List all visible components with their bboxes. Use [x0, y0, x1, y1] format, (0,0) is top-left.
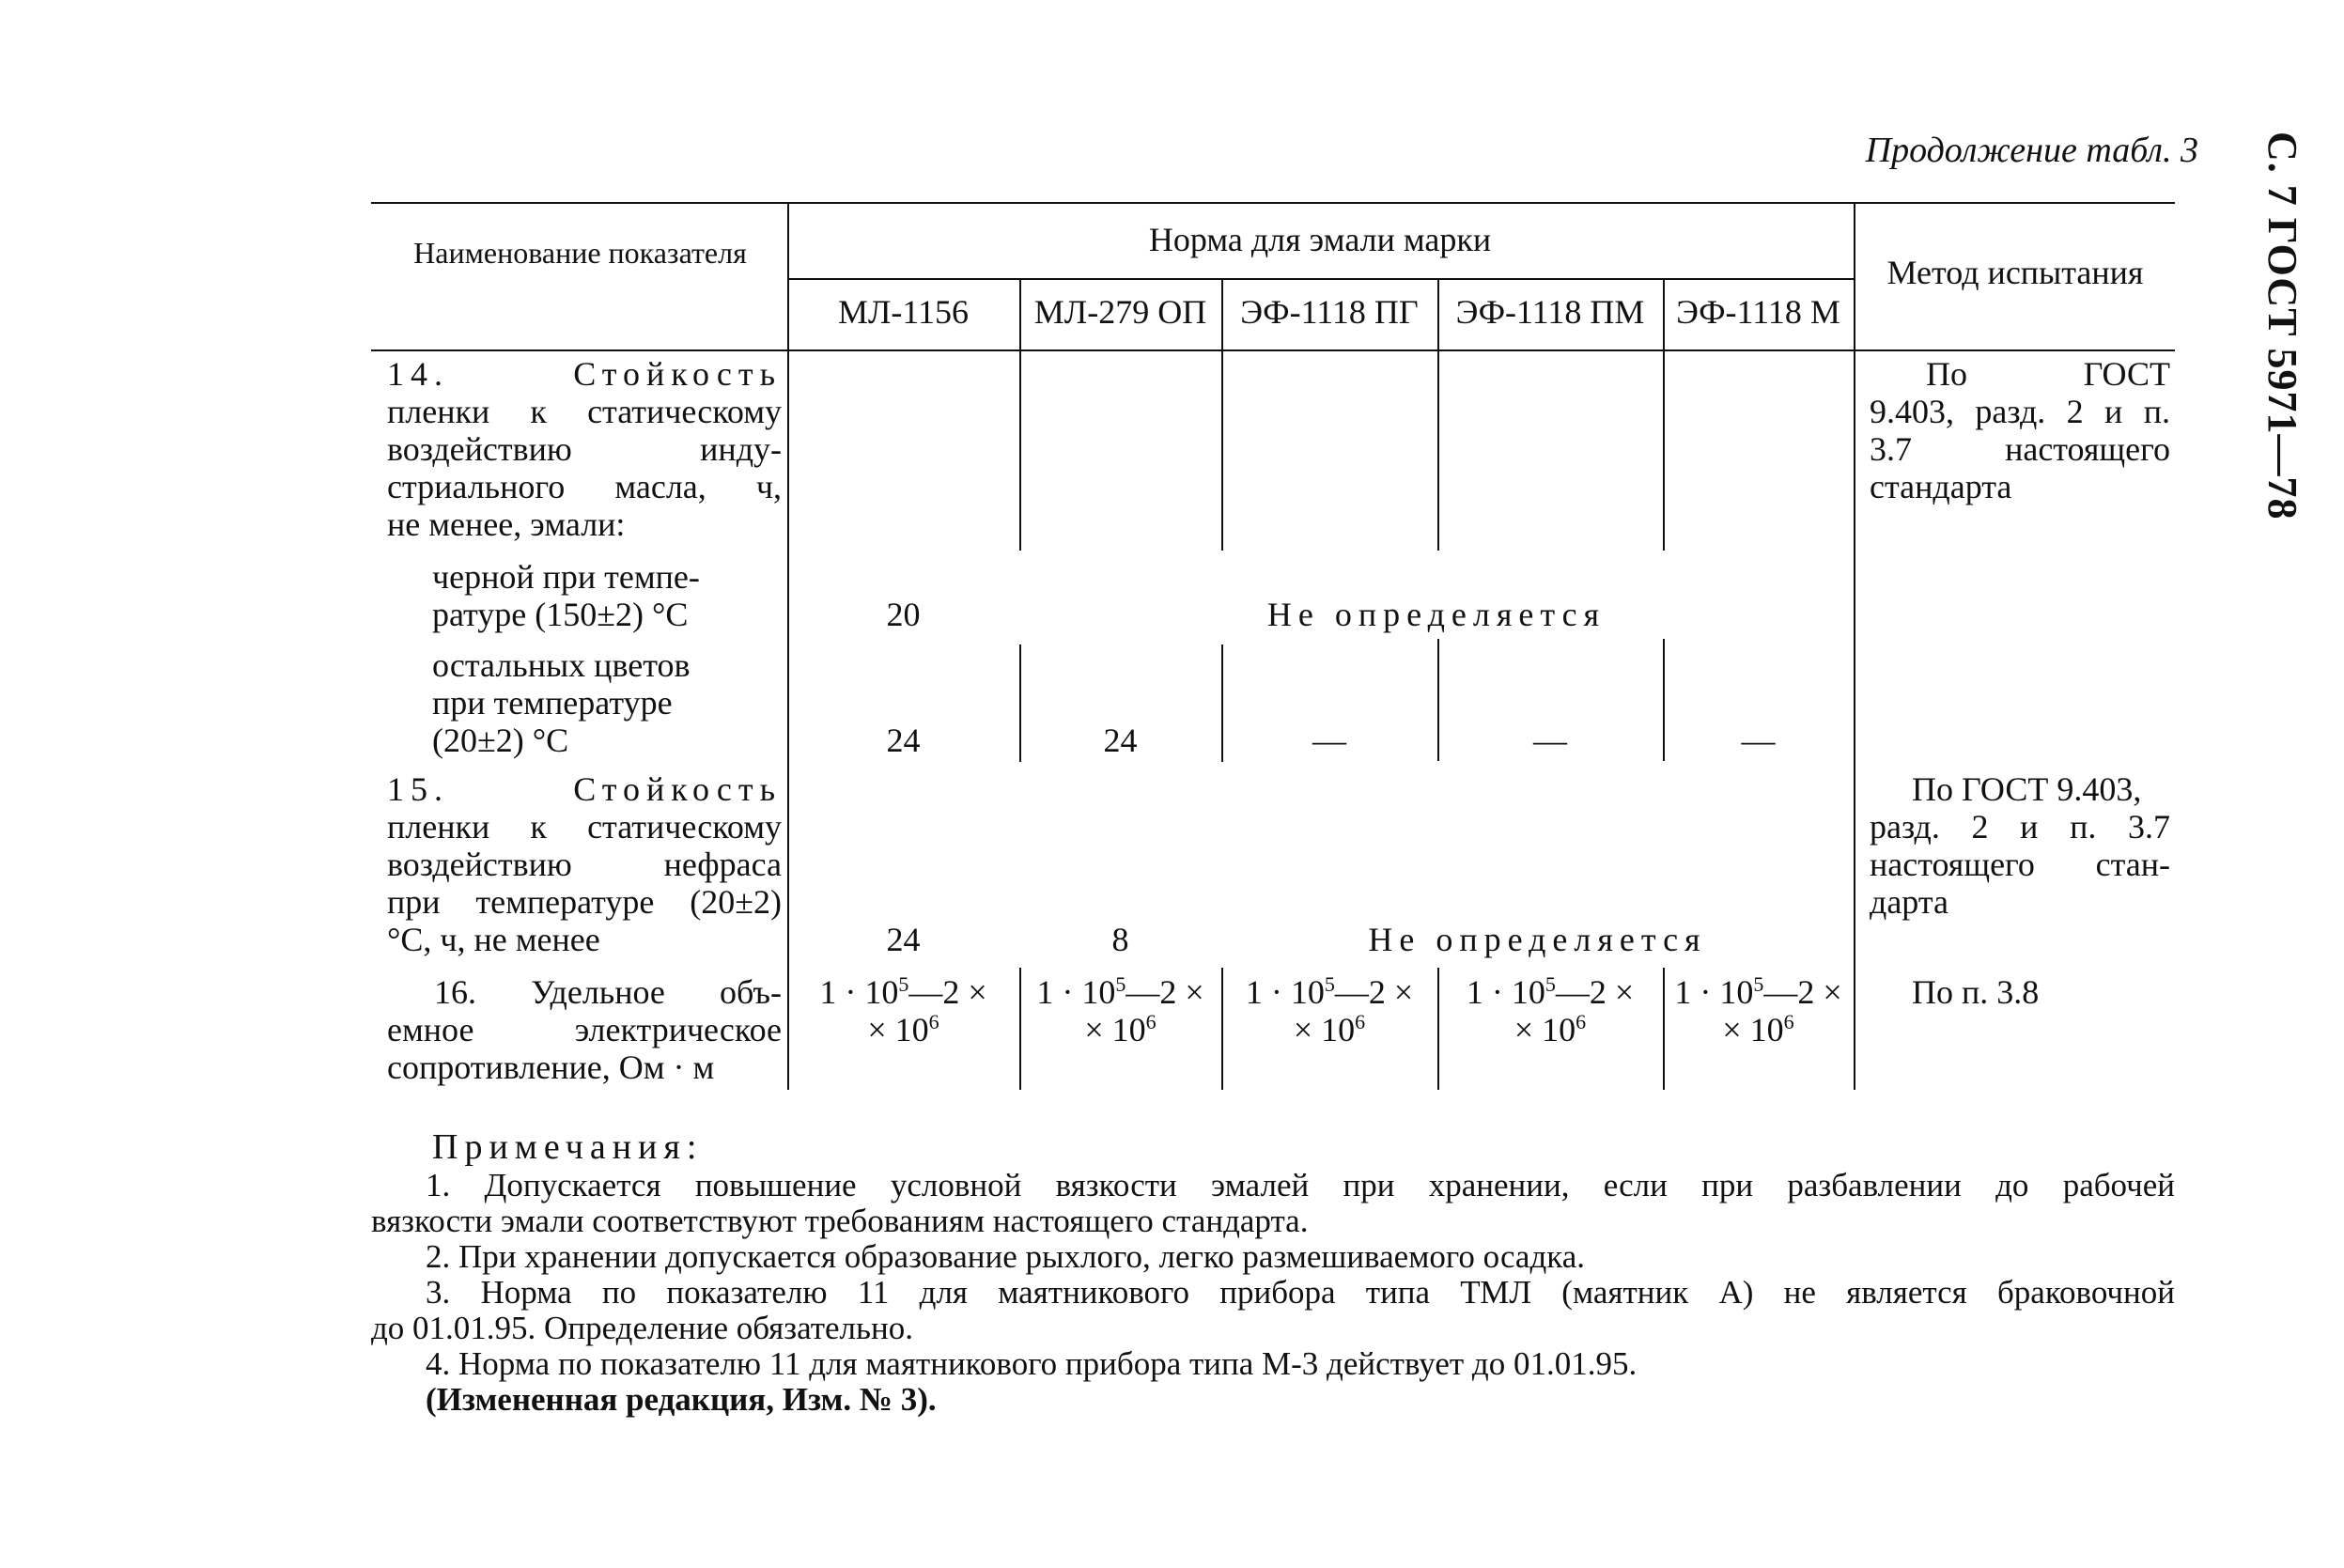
row16-name-line: емное электрическое: [387, 1011, 782, 1048]
value-prefix: 1 · 10: [819, 973, 899, 1011]
header-grade-ef1118pg: ЭФ-1118 ПГ: [1240, 293, 1419, 331]
notes-title: Примечания:: [432, 1127, 704, 1167]
row15-method-line: настоящего стан-: [1870, 846, 2170, 883]
note-3-line-1: 3. Норма по показателю 11 для маятникового прибора типа ТМЛ (маятник А) не является браковочной: [426, 1274, 2175, 1311]
row16-name-line: сопротивление, Ом · м: [387, 1048, 715, 1086]
row14-name-head: 14. Стойкость: [387, 355, 782, 393]
row14-sub1-not-determined: Не определяется: [1266, 596, 1607, 633]
value-exponent: 6: [1355, 1010, 1366, 1033]
note-3-line-2: до 01.01.95. Определение обязательно.: [371, 1310, 913, 1346]
value-line2: × 10: [1514, 1011, 1576, 1048]
header-grade-ef1118m: ЭФ-1118 М: [1676, 293, 1840, 331]
row16-value-ml279op: [1021, 973, 1219, 1048]
row16-value-ef1118pm: [1439, 973, 1661, 1048]
row15-name-line: °С, ч, не менее: [387, 921, 600, 958]
header-indicator-name: Наименование показателя: [413, 236, 747, 270]
value-line2: × 10: [1293, 1011, 1356, 1048]
note-4: 4. Норма по показателю 11 для маятникового прибора типа М-3 действует до 01.01.95.: [426, 1345, 1638, 1382]
row14-sub2-value-ef1118pg: —: [1312, 722, 1346, 759]
header-norm-group: Норма для эмали марки: [1148, 221, 1492, 258]
row14-sub2-line: при температуре: [432, 684, 673, 722]
row14-sub2-line: (20±2) °С: [432, 722, 569, 759]
row15-method-line: разд. 2 и п. 3.7: [1870, 808, 2170, 846]
row14-sub2-value-ml1156: 24: [886, 722, 921, 759]
value-mid: —2 ×: [908, 973, 987, 1011]
row15-name-head: 15. Стойкость: [387, 770, 782, 808]
value-exponent: 5: [1753, 972, 1764, 996]
value-prefix: 1 · 10: [1036, 973, 1116, 1011]
value-exponent: 6: [928, 1010, 939, 1033]
row14-method-line: 3.7 настоящего: [1870, 430, 2170, 468]
row15-not-determined: Не определяется: [1368, 921, 1707, 958]
row16-name: [387, 973, 782, 1086]
note-1-line-2: вязкости эмали соответствуют требованиям настоящего стандарта.: [371, 1203, 1309, 1239]
row15-value-ml279op: 8: [1111, 921, 1129, 958]
row14-sub2-value-ef1118pm: —: [1533, 722, 1567, 759]
row14-sub1-value: 20: [886, 596, 921, 633]
row15-name: [387, 770, 782, 958]
row14-method: [1870, 355, 2170, 505]
row16-value-ef1118m: [1665, 973, 1852, 1048]
header-bottom-rule: [371, 349, 2175, 351]
value-line2: × 10: [1722, 1011, 1784, 1048]
row15-name-line: при температуре (20±2): [387, 883, 782, 921]
row14-sub2-value-ef1118m: —: [1741, 722, 1776, 759]
row14-sub1-line: ратуре (150±2) °С: [432, 596, 689, 633]
value-prefix: 1 · 10: [1245, 973, 1325, 1011]
row14-sub1-line: черной при темпе-: [432, 558, 700, 596]
header-grade-ef1118pm: ЭФ-1118 ПМ: [1455, 293, 1645, 331]
value-exponent: 6: [1783, 1010, 1794, 1033]
row14-name-line: воздействию инду-: [387, 430, 782, 468]
continuation-label: Продолжение табл. 3: [1865, 131, 2198, 170]
grade-header-rule: [787, 278, 1854, 280]
row14-name-line: не менее, эмали:: [387, 505, 626, 543]
value-prefix: 1 · 10: [1466, 973, 1545, 1011]
value-exponent: 5: [1545, 972, 1556, 996]
row16-name-line: 16. Удельное объ-: [434, 973, 782, 1011]
value-exponent: 5: [898, 972, 909, 996]
value-mid: —2 ×: [1763, 973, 1842, 1011]
col-divider-method: [1854, 202, 1855, 1090]
row15-method: [1870, 770, 2170, 921]
header-test-method: Метод испытания: [1886, 254, 2144, 291]
row15-name-line: воздействию нефраса: [387, 846, 782, 883]
header-grade-ml1156: МЛ-1156: [837, 293, 970, 331]
table-top-rule: [371, 202, 2175, 204]
value-mid: —2 ×: [1125, 973, 1204, 1011]
notes-body: [371, 1168, 2175, 1418]
value-line2: × 10: [1084, 1011, 1146, 1048]
row15-name-line: пленки к статическому: [387, 808, 782, 846]
row14-sub2-name: [432, 646, 782, 759]
row14-sub1-name: [432, 558, 782, 633]
row14-sub2-value-ml279op: 24: [1103, 722, 1138, 759]
row16-method: По п. 3.8: [1912, 973, 2040, 1011]
header-grade-ml279op: МЛ-279 ОП: [1033, 293, 1207, 331]
amendment-note: (Измененная редакция, Изм. № 3).: [426, 1381, 937, 1418]
row14-name-line: пленки к статическому: [387, 393, 782, 430]
value-line2: × 10: [867, 1011, 929, 1048]
row15-value-ml1156: 24: [886, 921, 921, 958]
row14-sub2-line: остальных цветов: [432, 646, 691, 684]
value-exponent: 6: [1145, 1010, 1156, 1033]
row15-method-line: По ГОСТ 9.403,: [1912, 770, 2142, 808]
row14-method-line: По ГОСТ: [1926, 355, 2170, 393]
value-mid: —2 ×: [1555, 973, 1635, 1011]
note-2: 2. При хранении допускается образование рыхлого, легко размешиваемого осадка.: [426, 1238, 1586, 1275]
row14-method-line: 9.403, разд. 2 и п.: [1870, 393, 2170, 430]
row14-name-line: стриального масла, ч,: [387, 468, 782, 505]
value-exponent: 5: [1115, 972, 1126, 996]
value-exponent: 6: [1576, 1010, 1587, 1033]
row15-method-line: дарта: [1870, 883, 1948, 921]
row14-name: [387, 355, 782, 543]
row16-value-ef1118pg: [1223, 973, 1436, 1048]
row16-value-ml1156: [789, 973, 1017, 1048]
row14-method-line: стандарта: [1870, 468, 2012, 505]
value-prefix: 1 · 10: [1674, 973, 1754, 1011]
value-exponent: 5: [1324, 972, 1335, 996]
side-running-header: С. 7 ГОСТ 5971—78: [2259, 132, 2305, 520]
note-1-line-1: 1. Допускается повышение условной вязкости эмалей при хранении, если при разбавлении до рабочей: [426, 1167, 2175, 1203]
value-mid: —2 ×: [1334, 973, 1414, 1011]
